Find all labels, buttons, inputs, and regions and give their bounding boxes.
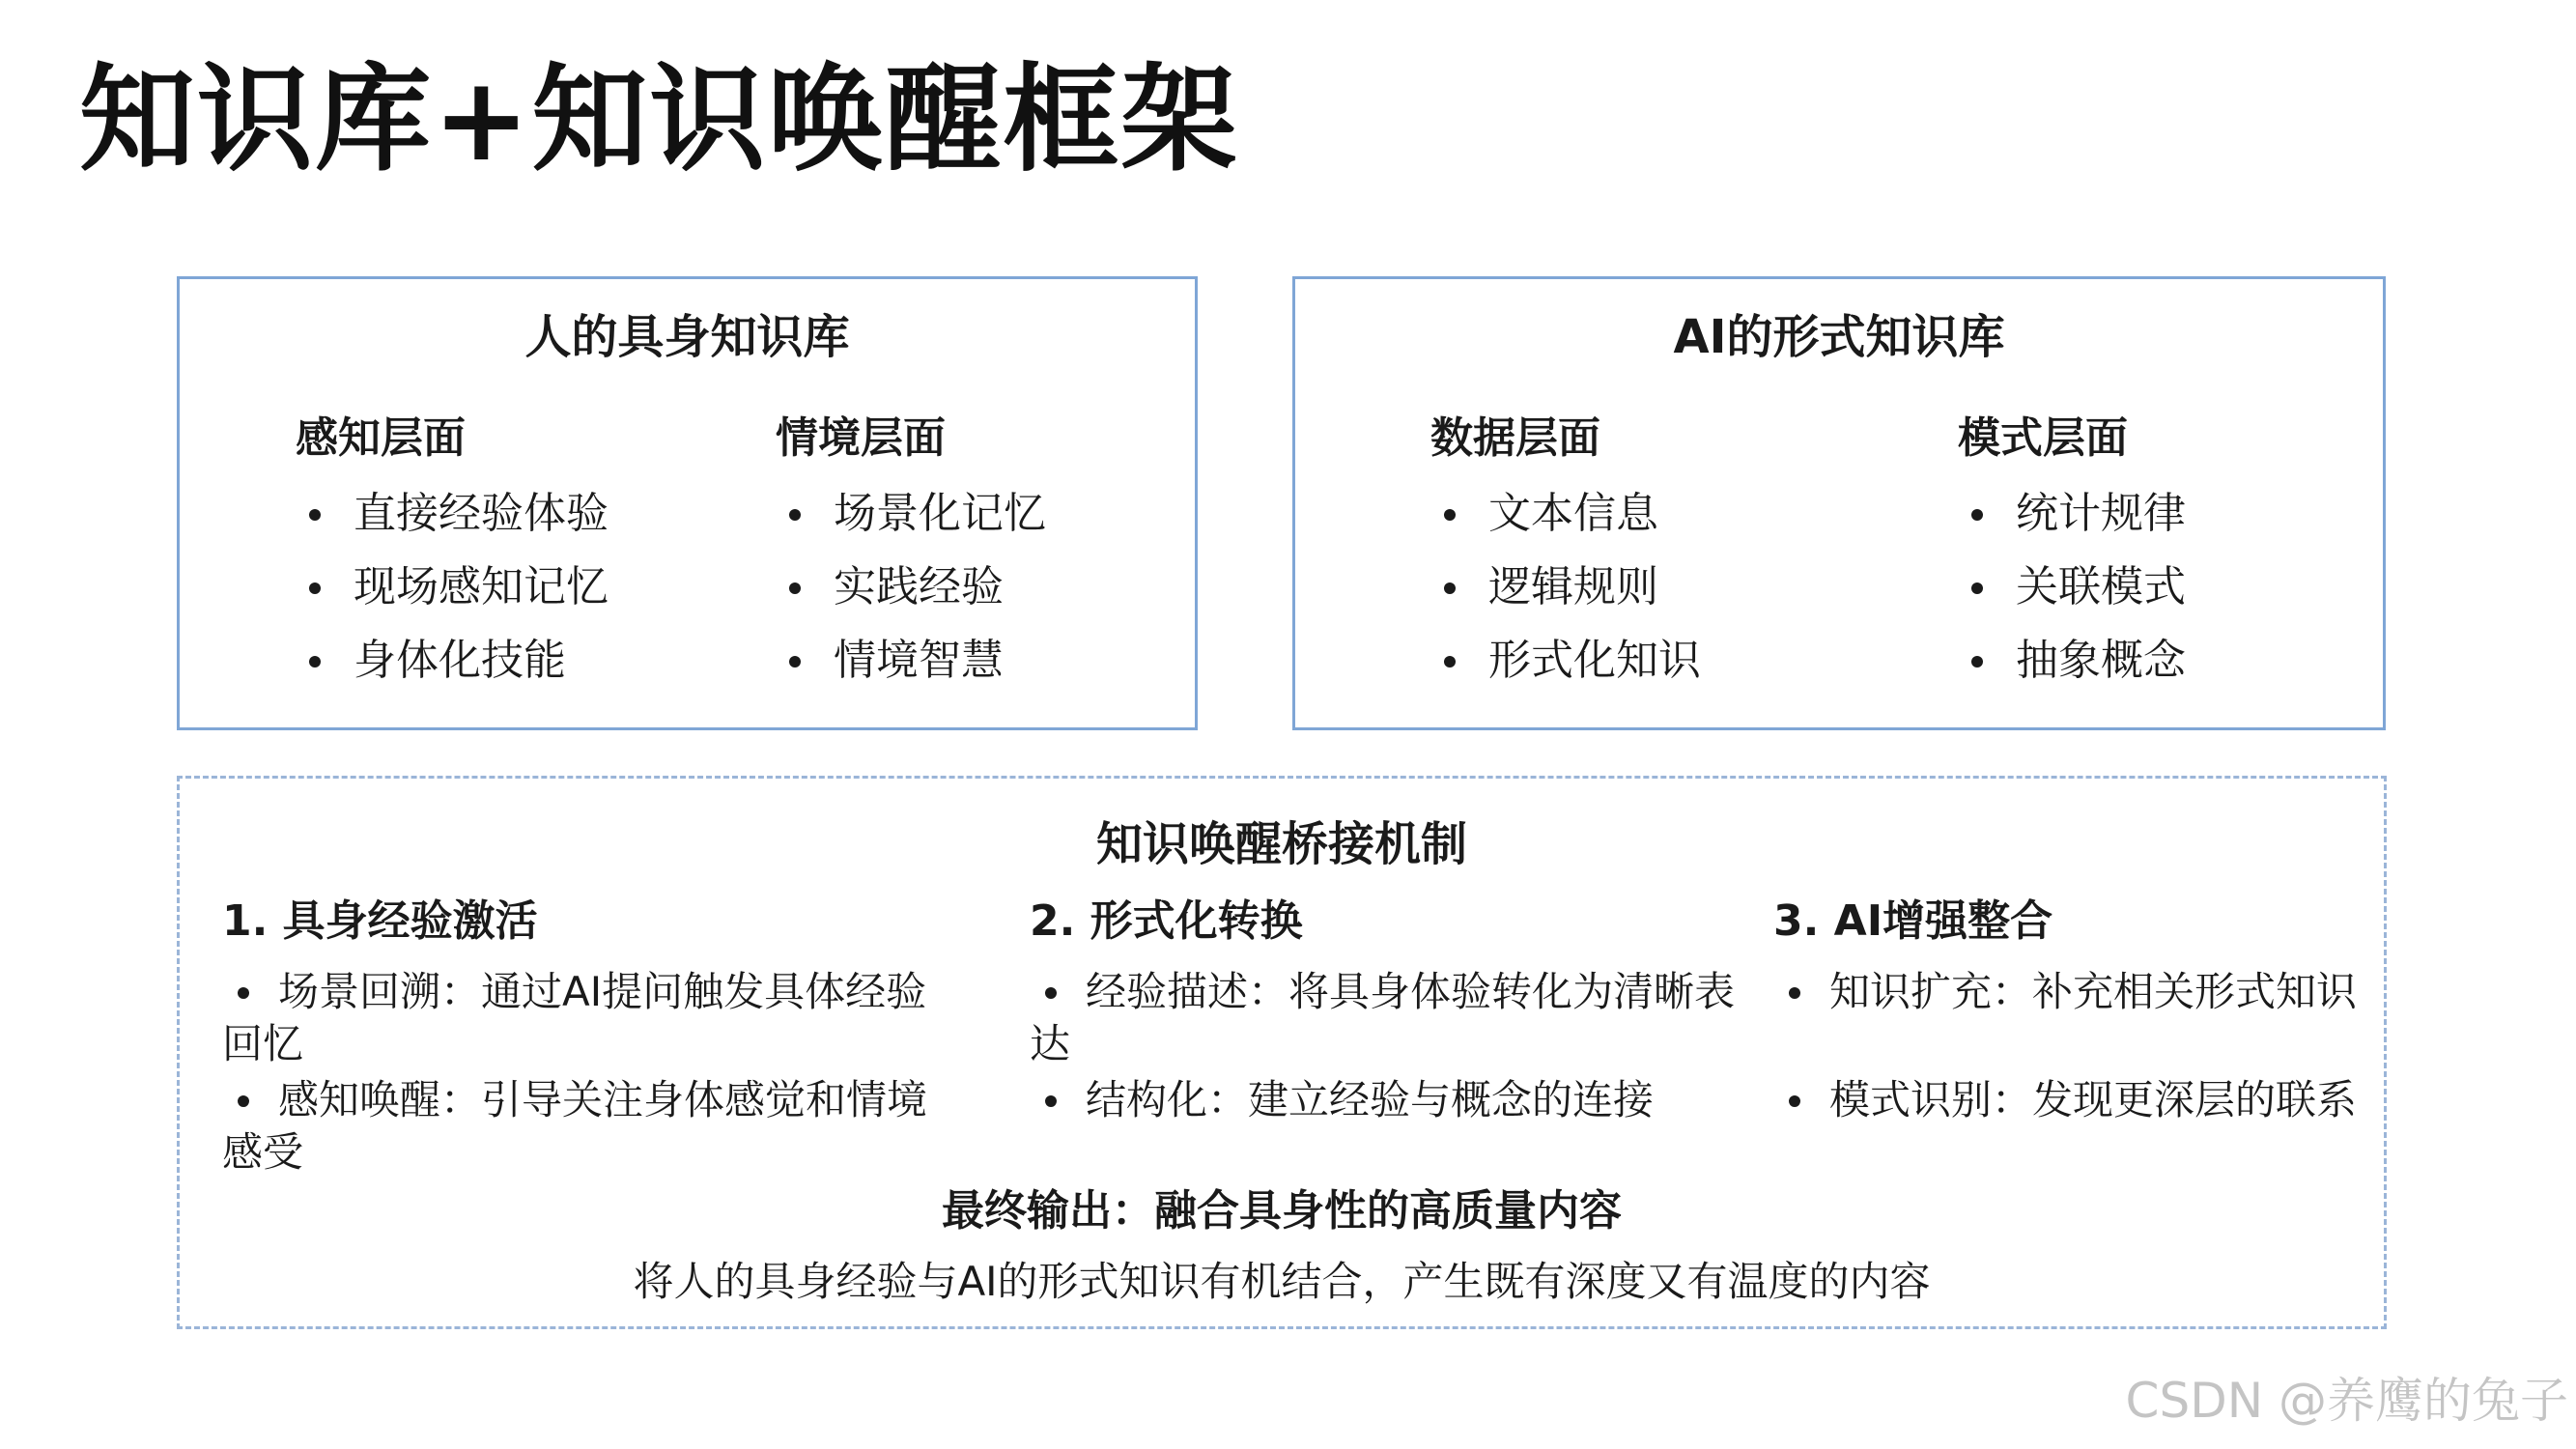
step-list [222, 966, 927, 1179]
list-item: 模式识别：发现更深层的联系 [1773, 1074, 2372, 1126]
list-item: 直接经验体验 [296, 487, 609, 560]
data-column [1430, 412, 1701, 707]
list-item: 情境智慧 [776, 634, 1046, 707]
list-item: 场景化记忆 [776, 487, 1046, 560]
human-kb-title: 人的具身知识库 [524, 310, 850, 364]
step-heading: 2. 形式化转换 [1030, 896, 1303, 946]
ai-integration-column [1773, 895, 2372, 1182]
human-knowledge-base-panel [177, 276, 1198, 730]
list-item: 感知唤醒：引导关注身体感觉和情境感受 [222, 1074, 927, 1179]
list-item: 实践经验 [776, 560, 1046, 634]
watermark: CSDN @养鹰的兔子 [2125, 1373, 2568, 1429]
list-item: 现场感知记忆 [296, 560, 609, 634]
step-heading: 3. AI增强整合 [1773, 896, 2053, 946]
list-item: 形式化知识 [1430, 634, 1701, 707]
list-item: 经验描述：将具身体验转化为清晰表达 [1030, 966, 1744, 1070]
list-item: 结构化：建立经验与概念的连接 [1030, 1074, 1744, 1126]
list-item: 关联模式 [1958, 560, 2186, 634]
pattern-heading: 模式层面 [1958, 413, 2128, 463]
embodied-activation-column [222, 895, 927, 1182]
list-item: 文本信息 [1430, 487, 1701, 560]
step-list [1030, 966, 1744, 1126]
perception-list [296, 487, 609, 707]
step-list [1773, 966, 2372, 1126]
situation-column [776, 412, 1046, 707]
pattern-list [1958, 487, 2186, 707]
list-item: 抽象概念 [1958, 634, 2186, 707]
situation-heading: 情境层面 [776, 413, 946, 463]
ai-kb-title: AI的形式知识库 [1673, 310, 2005, 364]
list-item: 身体化技能 [296, 634, 609, 707]
list-item: 统计规律 [1958, 487, 2186, 560]
bridge-title: 知识唤醒桥接机制 [1095, 817, 1467, 871]
list-item: 逻辑规则 [1430, 560, 1701, 634]
list-item: 场景回溯：通过AI提问触发具体经验回忆 [222, 966, 927, 1070]
final-output-text: 将人的具身经验与AI的形式知识有机结合，产生既有深度又有温度的内容 [633, 1258, 1931, 1305]
situation-list [776, 487, 1046, 707]
formalization-column [1030, 895, 1744, 1130]
data-heading: 数据层面 [1430, 413, 1600, 463]
perception-heading: 感知层面 [296, 413, 466, 463]
perception-column [296, 412, 609, 707]
list-item: 知识扩充：补充相关形式知识 [1773, 966, 2372, 1018]
ai-knowledge-base-panel [1292, 276, 2386, 730]
final-output-heading: 最终输出：融合具身性的高质量内容 [942, 1186, 1622, 1236]
bridge-mechanism-panel [177, 776, 2387, 1329]
pattern-column [1958, 412, 2186, 707]
step-heading: 1. 具身经验激活 [222, 896, 538, 946]
data-list [1430, 487, 1701, 707]
page-title: 知识库+知识唤醒框架 [79, 53, 1239, 187]
